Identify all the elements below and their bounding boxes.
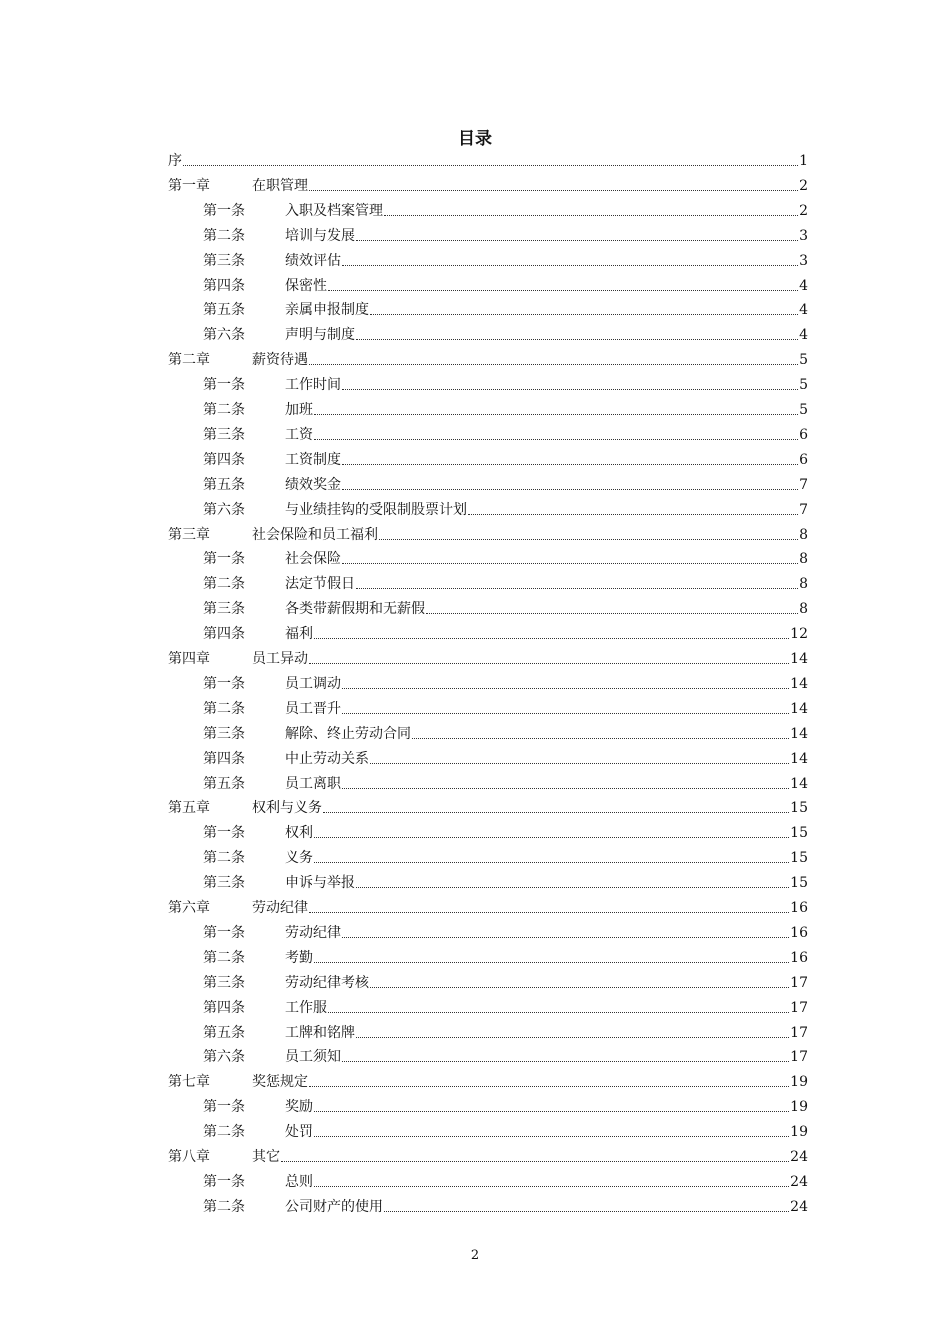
toc-entry-number: 第一条	[203, 924, 245, 941]
toc-entry-label: 申诉与举报	[285, 875, 355, 892]
toc-entry-label: 奖惩规定	[252, 1074, 308, 1091]
toc-dot-leader	[426, 613, 798, 614]
toc-dot-leader	[342, 1061, 789, 1062]
toc-article-entry	[203, 872, 808, 892]
toc-entry-number: 第七章	[168, 1074, 210, 1091]
toc-entry-label: 绩效奖金	[285, 476, 341, 493]
toc-entry-label: 考勤	[285, 949, 313, 966]
toc-article-entry	[203, 1096, 808, 1116]
toc-entry-page: 24	[790, 1149, 808, 1165]
toc-chapter-entry	[168, 1071, 808, 1091]
toc-article-entry	[203, 723, 808, 743]
toc-dot-leader	[323, 812, 789, 813]
toc-dot-leader	[309, 663, 789, 664]
toc-entry-number: 第六条	[203, 327, 245, 344]
toc-entry-number: 第三条	[203, 426, 245, 443]
toc-entry-label: 工作服	[285, 999, 327, 1016]
toc-chapter-entry	[168, 524, 808, 544]
toc-dot-leader	[342, 464, 798, 465]
toc-entry-label: 绩效评估	[285, 252, 341, 269]
toc-entry-label: 员工异动	[252, 651, 308, 667]
toc-entry-label: 序	[168, 153, 182, 169]
toc-dot-leader	[281, 1161, 789, 1162]
toc-dot-leader	[384, 1211, 789, 1212]
toc-preface-entry	[168, 150, 808, 170]
toc-article-entry	[203, 598, 808, 618]
toc-article-entry	[203, 1196, 808, 1216]
toc-entry-page: 16	[790, 924, 808, 941]
toc-article-entry	[203, 947, 808, 967]
toc-entry-page: 24	[790, 1173, 808, 1190]
toc-entry-label: 亲属申报制度	[285, 302, 369, 319]
toc-entry-page: 3	[799, 227, 808, 244]
toc-entry-number: 第一条	[203, 1099, 245, 1116]
toc-entry-number: 第三条	[203, 725, 245, 742]
toc-article-entry	[203, 225, 808, 245]
toc-entry-number: 第四条	[203, 626, 245, 643]
toc-entry-page: 15	[790, 875, 808, 892]
toc-dot-leader	[468, 514, 798, 515]
toc-entry-number: 第一条	[203, 825, 245, 842]
toc-dot-leader	[314, 962, 789, 963]
toc-entry-label: 总则	[285, 1173, 313, 1190]
toc-entry-page: 2	[799, 202, 808, 219]
toc-article-entry	[203, 573, 808, 593]
toc-entry-number: 第一条	[203, 1173, 245, 1190]
toc-dot-leader	[309, 364, 798, 365]
toc-dot-leader	[370, 314, 798, 315]
toc-entry-label: 社会保险和员工福利	[252, 526, 378, 543]
toc-entry-number: 第四条	[203, 999, 245, 1016]
toc-chapter-entry	[168, 897, 808, 917]
toc-entry-label: 员工调动	[285, 675, 341, 692]
toc-entry-page: 5	[799, 352, 808, 369]
toc-entry-page: 19	[790, 1124, 808, 1141]
toc-entry-label: 工资	[285, 426, 313, 443]
toc-entry-page: 17	[790, 1049, 808, 1066]
toc-entry-number: 第一条	[203, 202, 245, 219]
toc-dot-leader	[370, 763, 789, 764]
toc-entry-number: 第六条	[203, 1049, 245, 1066]
toc-entry-label: 工作时间	[285, 377, 341, 394]
toc-dot-leader	[314, 862, 789, 863]
toc-entry-page: 15	[790, 850, 808, 867]
toc-article-entry	[203, 399, 808, 419]
toc-dot-leader	[356, 339, 798, 340]
toc-article-entry	[203, 474, 808, 494]
toc-entry-page: 16	[790, 900, 808, 916]
toc-dot-leader	[379, 539, 798, 540]
toc-entry-label: 处罚	[285, 1124, 313, 1141]
toc-entry-number: 第二条	[203, 949, 245, 966]
toc-entry-page: 5	[799, 402, 808, 418]
toc-entry-page: 3	[799, 252, 808, 269]
toc-article-entry	[203, 324, 808, 344]
toc-entry-page: 14	[790, 750, 808, 767]
toc-dot-leader	[356, 1037, 789, 1038]
toc-entry-label: 声明与制度	[285, 327, 355, 344]
toc-dot-leader	[342, 265, 798, 266]
toc-entry-number: 第二条	[203, 1198, 245, 1215]
toc-article-entry	[203, 299, 808, 319]
toc-entry-number: 第四条	[203, 451, 245, 468]
toc-dot-leader	[309, 912, 789, 913]
toc-entry-page: 15	[790, 825, 808, 842]
toc-entry-page: 24	[790, 1198, 808, 1215]
toc-entry-label: 奖励	[285, 1099, 313, 1116]
toc-article-entry	[203, 673, 808, 693]
toc-entry-label: 薪资待遇	[252, 352, 308, 369]
toc-chapter-entry	[168, 1146, 808, 1166]
toc-entry-label: 工资制度	[285, 451, 341, 468]
toc-article-entry	[203, 548, 808, 568]
toc-entry-page: 8	[799, 526, 808, 543]
toc-entry-number: 第二条	[203, 850, 245, 867]
toc-dot-leader	[356, 240, 798, 241]
toc-entry-page: 19	[790, 1074, 808, 1091]
toc-dot-leader	[314, 1136, 789, 1137]
toc-entry-label: 义务	[285, 850, 313, 867]
toc-entry-page: 16	[790, 949, 808, 966]
toc-article-entry	[203, 1171, 808, 1191]
toc-dot-leader	[314, 638, 789, 639]
page-number: 2	[470, 1248, 480, 1263]
toc-entry-page: 14	[790, 675, 808, 692]
toc-article-entry	[203, 1022, 808, 1042]
toc-entry-page: 15	[790, 800, 808, 817]
toc-entry-page: 14	[790, 775, 808, 792]
toc-entry-number: 第三条	[203, 974, 245, 991]
toc-entry-label: 员工须知	[285, 1049, 341, 1066]
toc-entry-page: 17	[790, 974, 808, 991]
toc-entry-page: 7	[799, 476, 808, 493]
toc-entry-page: 8	[799, 576, 808, 593]
toc-entry-label: 各类带薪假期和无薪假	[285, 601, 425, 618]
toc-article-entry	[203, 1121, 808, 1141]
toc-entry-label: 其它	[252, 1149, 280, 1165]
toc-chapter-entry	[168, 648, 808, 668]
toc-entry-label: 中止劳动关系	[285, 750, 369, 767]
toc-dot-leader	[328, 1012, 789, 1013]
toc-article-entry	[203, 623, 808, 643]
toc-entry-number: 第一章	[168, 177, 210, 194]
toc-entry-page: 17	[790, 1024, 808, 1041]
toc-entry-number: 第六条	[203, 501, 245, 518]
toc-entry-label: 权利与义务	[252, 800, 322, 817]
toc-entry-label: 公司财产的使用	[285, 1198, 383, 1215]
toc-entry-label: 员工晋升	[285, 700, 341, 717]
toc-entry-number: 第二条	[203, 1124, 245, 1141]
toc-entry-number: 第二条	[203, 227, 245, 244]
toc-entry-number: 第五条	[203, 476, 245, 493]
toc-article-entry	[203, 499, 808, 519]
toc-article-entry	[203, 773, 808, 793]
toc-chapter-entry	[168, 349, 808, 369]
toc-article-entry	[203, 424, 808, 444]
toc-entry-label: 劳动纪律考核	[285, 974, 369, 991]
toc-entry-number: 第二条	[203, 700, 245, 717]
toc-entry-page: 14	[790, 725, 808, 742]
toc-entry-page: 4	[799, 302, 808, 319]
toc-dot-leader	[342, 563, 798, 564]
toc-entry-number: 第八章	[168, 1149, 210, 1165]
toc-entry-number: 第四章	[168, 651, 210, 667]
toc-dot-leader	[314, 1186, 789, 1187]
toc-article-entry	[203, 1046, 808, 1066]
toc-dot-leader	[342, 937, 789, 938]
toc-entry-number: 第四条	[203, 277, 245, 294]
toc-entry-page: 4	[799, 327, 808, 344]
toc-entry-number: 第四条	[203, 750, 245, 767]
toc-entry-number: 第五条	[203, 302, 245, 319]
toc-entry-label: 培训与发展	[285, 227, 355, 244]
toc-dot-leader	[370, 987, 789, 988]
toc-entry-number: 第五章	[168, 800, 210, 817]
toc-chapter-entry	[168, 175, 808, 195]
toc-article-entry	[203, 698, 808, 718]
toc-entry-label: 劳动纪律	[252, 900, 308, 916]
toc-entry-page: 19	[790, 1099, 808, 1116]
toc-entry-label: 社会保险	[285, 551, 341, 568]
toc-entry-page: 8	[799, 551, 808, 568]
toc-entry-label: 与业绩挂钩的受限制股票计划	[285, 501, 467, 518]
toc-entry-page: 8	[799, 601, 808, 618]
toc-article-entry	[203, 822, 808, 842]
toc-article-entry	[203, 374, 808, 394]
toc-entry-label: 加班	[285, 402, 313, 418]
toc-entry-number: 第六章	[168, 900, 210, 916]
toc-dot-leader	[342, 389, 798, 390]
toc-entry-number: 第一条	[203, 551, 245, 568]
toc-entry-label: 福利	[285, 626, 313, 643]
toc-dot-leader	[384, 215, 798, 216]
toc-dot-leader	[314, 1111, 789, 1112]
toc-article-entry	[203, 748, 808, 768]
toc-dot-leader	[309, 1086, 789, 1087]
toc-entry-page: 12	[790, 626, 808, 643]
toc-dot-leader	[342, 489, 798, 490]
toc-entry-page: 17	[790, 999, 808, 1016]
toc-entry-page: 4	[799, 277, 808, 294]
toc-entry-label: 在职管理	[252, 177, 308, 194]
toc-entry-label: 工牌和铭牌	[285, 1024, 355, 1041]
toc-entry-page: 1	[799, 153, 808, 169]
toc-entry-page: 2	[799, 177, 808, 194]
toc-dot-leader	[356, 887, 789, 888]
toc-article-entry	[203, 200, 808, 220]
toc-dot-leader	[328, 290, 798, 291]
toc-dot-leader	[412, 738, 789, 739]
toc-entry-page: 6	[799, 451, 808, 468]
toc-dot-leader	[342, 788, 789, 789]
toc-entry-number: 第一条	[203, 675, 245, 692]
toc-entry-page: 14	[790, 651, 808, 667]
toc-title: 目录	[458, 129, 492, 149]
toc-entry-label: 解除、终止劳动合同	[285, 725, 411, 742]
toc-article-entry	[203, 997, 808, 1017]
toc-dot-leader	[356, 588, 798, 589]
toc-article-entry	[203, 250, 808, 270]
toc-dot-leader	[314, 439, 798, 440]
toc-entry-number: 第三章	[168, 526, 210, 543]
toc-entry-label: 法定节假日	[285, 576, 355, 593]
toc-chapter-entry	[168, 797, 808, 817]
toc-entry-number: 第三条	[203, 252, 245, 269]
toc-entry-number: 第二条	[203, 402, 245, 418]
toc-entry-label: 员工离职	[285, 775, 341, 792]
toc-entry-page: 7	[799, 501, 808, 518]
toc-entry-number: 第五条	[203, 1024, 245, 1041]
toc-entry-page: 6	[799, 426, 808, 443]
toc-entry-label: 入职及档案管理	[285, 202, 383, 219]
toc-article-entry	[203, 275, 808, 295]
toc-dot-leader	[309, 190, 798, 191]
toc-article-entry	[203, 449, 808, 469]
toc-dot-leader	[183, 165, 798, 166]
toc-entry-number: 第二条	[203, 576, 245, 593]
toc-entry-label: 保密性	[285, 277, 327, 294]
toc-entry-label: 劳动纪律	[285, 924, 341, 941]
toc-dot-leader	[342, 713, 789, 714]
toc-entry-number: 第二章	[168, 352, 210, 369]
toc-entry-number: 第三条	[203, 601, 245, 618]
toc-article-entry	[203, 922, 808, 942]
toc-entry-label: 权利	[285, 825, 313, 842]
toc-entry-number: 第三条	[203, 875, 245, 892]
toc-article-entry	[203, 972, 808, 992]
toc-entry-number: 第五条	[203, 775, 245, 792]
toc-entry-page: 14	[790, 700, 808, 717]
toc-entry-number: 第一条	[203, 377, 245, 394]
toc-article-entry	[203, 847, 808, 867]
toc-dot-leader	[314, 414, 798, 415]
toc-entry-page: 5	[799, 377, 808, 394]
toc-dot-leader	[342, 688, 789, 689]
toc-dot-leader	[314, 837, 789, 838]
